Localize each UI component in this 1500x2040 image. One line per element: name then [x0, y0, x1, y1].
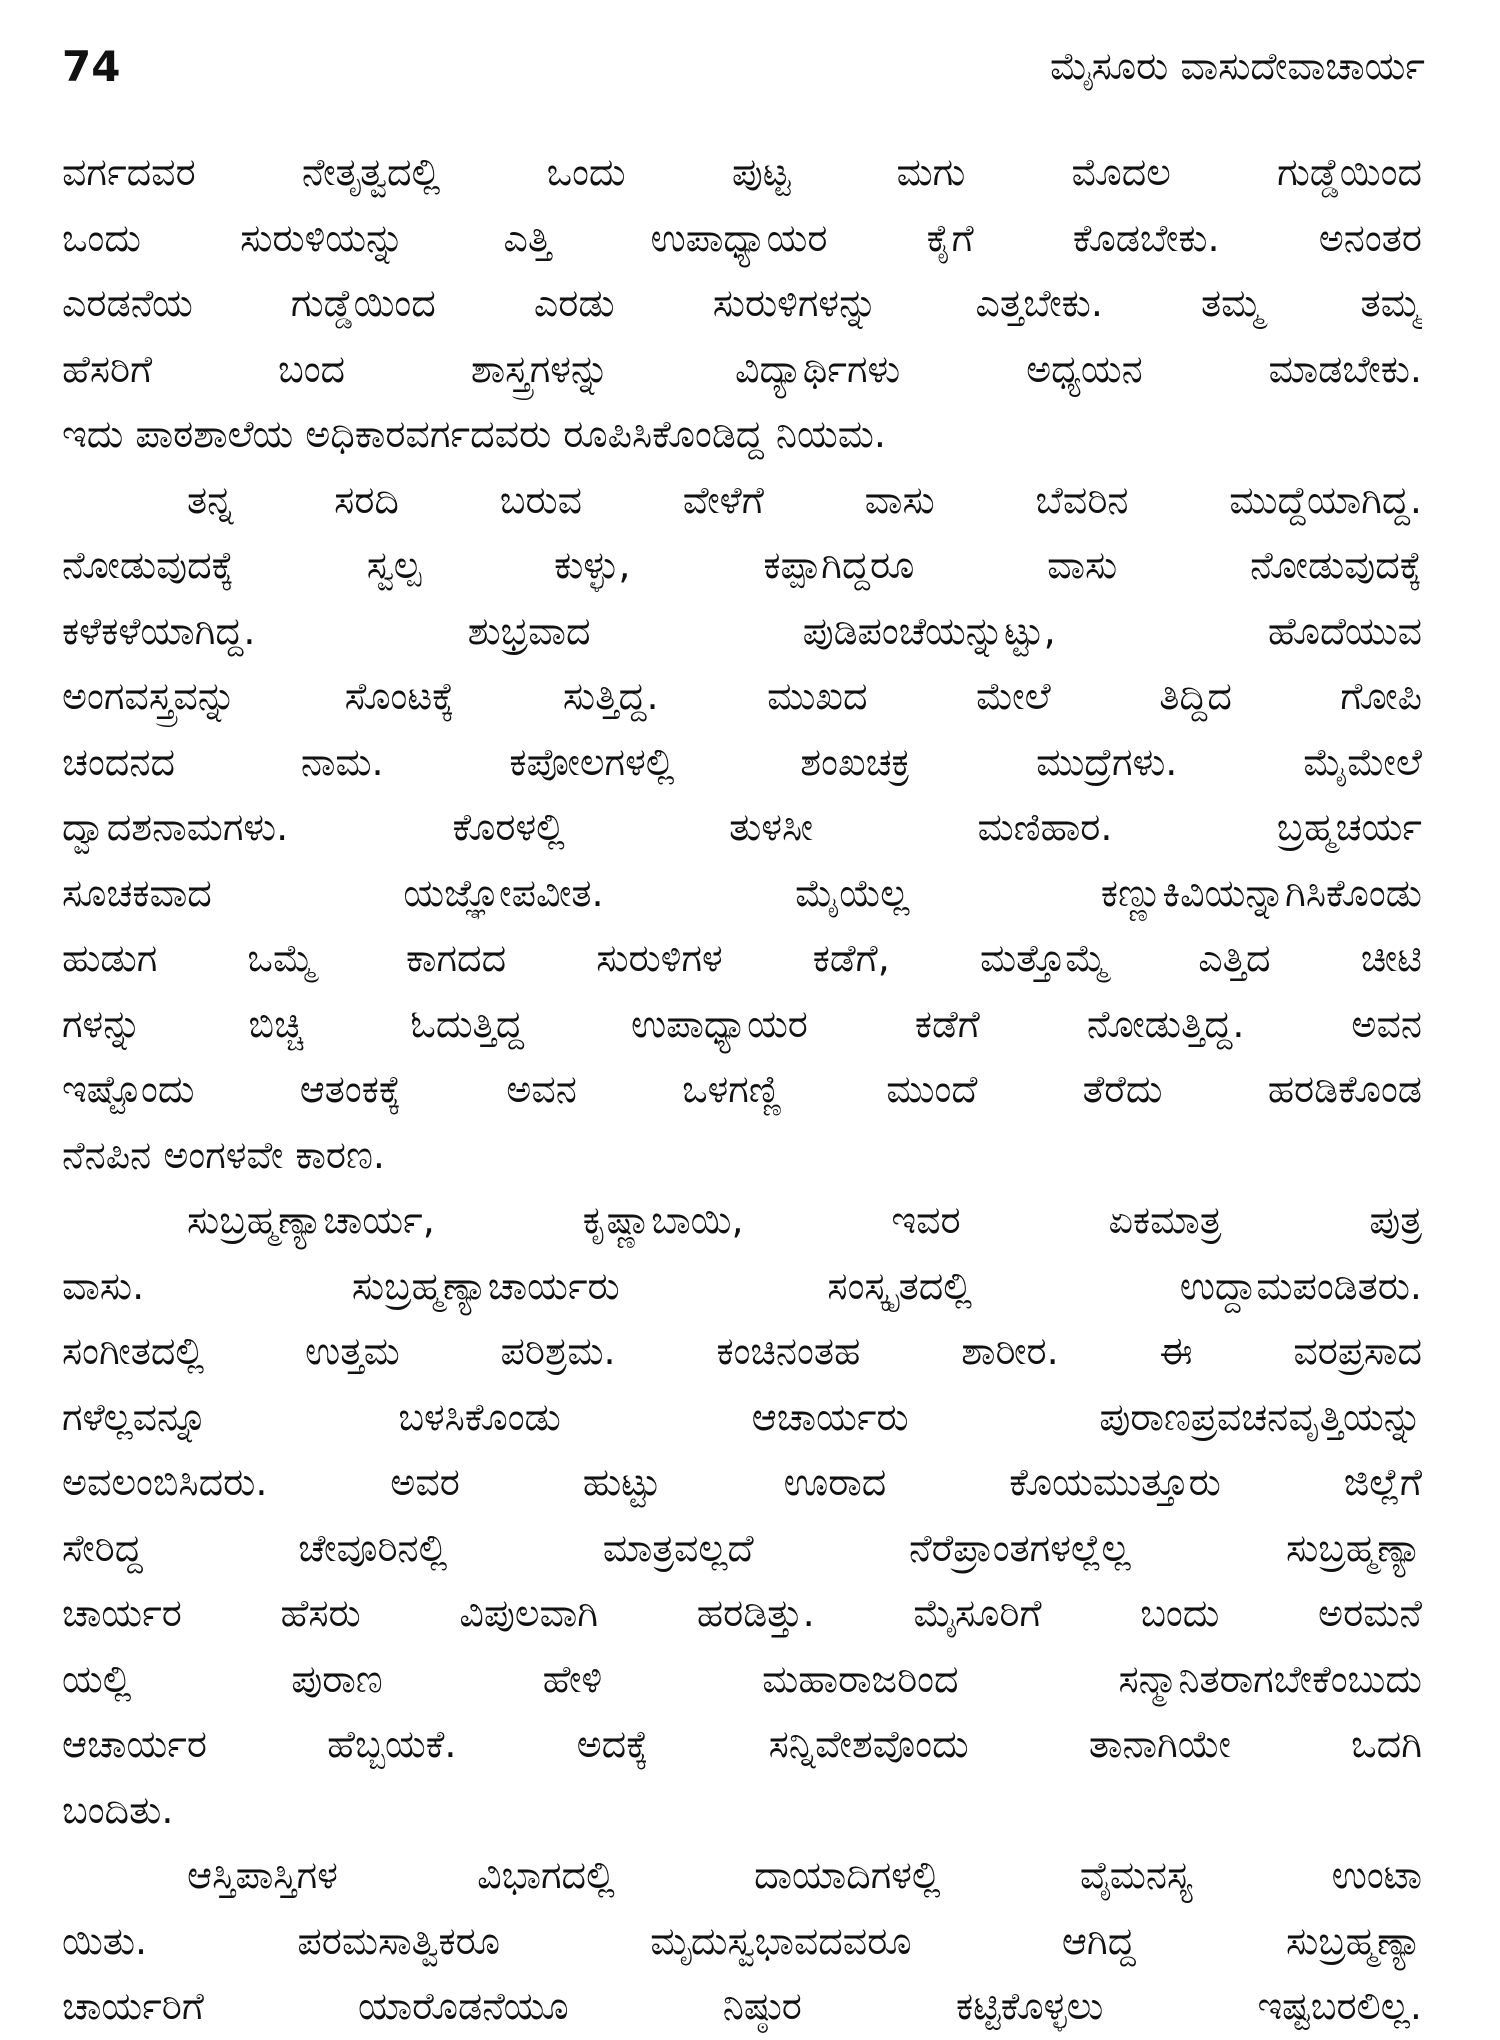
- text-line: ಅವಲಂಬಿಸಿದರು. ಅವರ ಹುಟ್ಟು ಊರಾದ ಕೊಯಮುತ್ತೂರು ಜಿಲ್ಲೆಗೆ: [62, 1460, 1422, 1504]
- text-line: ನೆನಪಿನ ಅಂಗಳವೇ ಕಾರಣ.: [62, 1132, 385, 1177]
- text-line: ವಾಸು. ಸುಬ್ರಹ್ಮಣ್ಯಾಚಾರ್ಯರು ಸಂಸ್ಕೃತದಲ್ಲಿ ಉದ್ದಾಮಪಂಡಿತರು.: [62, 1263, 1422, 1308]
- text-line: ಇದು ಪಾಠಶಾಲೆಯ ಅಧಿಕಾರವರ್ಗದವರು ರೂಪಿಸಿಕೊಂಡಿದ್ದ ನಿಯಮ.: [62, 412, 886, 456]
- text-line: ಹೆಸರಿಗೆ ಬಂದ ಶಾಸ್ತ್ರಗಳನ್ನು ವಿದ್ಯಾರ್ಥಿಗಳು ಅಧ್ಯಯನ ಮಾಡಬೇಕು.: [62, 346, 1422, 391]
- text-line: ಅಂಗವಸ್ತ್ರವನ್ನು ಸೊಂಟಕ್ಕೆ ಸುತ್ತಿದ್ದ. ಮುಖದ ಮೇಲೆ ತಿದ್ದಿದ ಗೋಪಿ: [62, 674, 1422, 718]
- page-header: [62, 36, 1425, 96]
- text-line: ಸಂಗೀತದಲ್ಲಿ ಉತ್ತಮ ಪರಿಶ್ರಮ. ಕಂಚಿನಂತಹ ಶಾರೀರ. ಈ ವರಪ್ರಸಾದ: [62, 1329, 1422, 1373]
- text-line: ಗಳನ್ನು ಬಿಚ್ಚಿ ಓದುತ್ತಿದ್ದ ಉಪಾಧ್ಯಾಯರ ಕಡೆಗೆ ನೋಡುತ್ತಿದ್ದ. ಅವನ: [62, 1001, 1422, 1046]
- page-number: 74: [62, 41, 121, 91]
- text-line: ಆಚಾರ್ಯರ ಹೆಬ್ಬಯಕೆ. ಅದಕ್ಕೆ ಸನ್ನಿವೇಶವೊಂದು ತಾನಾಗಿಯೇ ಒದಗಿ: [62, 1722, 1422, 1766]
- text-line: ಕಳೆಕಳೆಯಾಗಿದ್ದ. ಶುಭ್ರವಾದ ಪುಡಿಪಂಚೆಯನ್ನುಟ್ಟು, ಹೊದೆಯುವ: [62, 608, 1422, 653]
- text-line: ಇಷ್ಟೊಂದು ಆತಂಕಕ್ಕೆ ಅವನ ಒಳಗಣ್ಣಿ ಮುಂದೆ ತೆರೆದು ಹರಡಿಕೊಂಡ: [62, 1067, 1422, 1111]
- text-line: ಯಲ್ಲಿ ಪುರಾಣ ಹೇಳಿ ಮಹಾರಾಜರಿಂದ ಸನ್ಮಾನಿತರಾಗಬೇಕೆಂಬುದು: [62, 1656, 1422, 1701]
- text-line: ಸೂಚಕವಾದ ಯಜ್ಞೋಪವೀತ. ಮೈಯೆಲ್ಲ ಕಣ್ಣುಕಿವಿಯನ್ನಾಗಿಸಿಕೊಂಡು: [62, 870, 1422, 915]
- text-line: ಯಿತು. ಪರಮಸಾತ್ವಿಕರೂ ಮೃದುಸ್ವಭಾವದವರೂ ಆಗಿದ್ದ ಸುಬ್ರಹ್ಮಣ್ಯಾ: [62, 1918, 1422, 1963]
- text-line: ಹುಡುಗ ಒಮ್ಮೆ ಕಾಗದದ ಸುರುಳಿಗಳ ಕಡೆಗೆ, ಮತ್ತೊಮ್ಮೆ ಎತ್ತಿದ ಚೀಟಿ: [62, 936, 1422, 980]
- text-line: ಗಳೆಲ್ಲವನ್ನೂ ಬಳಸಿಕೊಂಡು ಆಚಾರ್ಯರು ಪುರಾಣಪ್ರವಚನವೃತ್ತಿಯನ್ನು: [62, 1394, 1422, 1439]
- paragraph-first-line: ತನ್ನ ಸರದಿ ಬರುವ ವೇಳೆಗೆ ವಾಸು ಬೆವರಿನ ಮುದ್ದೆಯಾಗಿದ್ದ.: [187, 477, 1422, 522]
- text-line: ಚಾರ್ಯರ ಹೆಸರು ವಿಪುಲವಾಗಿ ಹರಡಿತ್ತು. ಮೈಸೂರಿಗೆ ಬಂದು ಅರಮನೆ: [62, 1591, 1422, 1635]
- text-line: ಎರಡನೆಯ ಗುಡ್ಡೆಯಿಂದ ಎರಡು ಸುರುಳಿಗಳನ್ನು ಎತ್ತಬೇಕು. ತಮ್ಮ ತಮ್ಮ: [62, 281, 1422, 325]
- paragraph-first-line: ಸುಬ್ರಹ್ಮಣ್ಯಾಚಾರ್ಯ, ಕೃಷ್ಣಾಬಾಯಿ, ಇವರ ಏಕಮಾತ್ರ ಪುತ್ರ: [187, 1198, 1422, 1242]
- text-line: ಸೇರಿದ್ದ ಚೇವೂರಿನಲ್ಲಿ ಮಾತ್ರವಲ್ಲದೆ ನೆರೆಪ್ರಾಂತಗಳಲ್ಲೆಲ್ಲ ಸುಬ್ರಹ್ಮಣ್ಯಾ: [62, 1525, 1422, 1570]
- text-line: ವರ್ಗದವರ ನೇತೃತ್ವದಲ್ಲಿ ಒಂದು ಪುಟ್ಟ ಮಗು ಮೊದಲ ಗುಡ್ಡೆಯಿಂದ: [62, 150, 1422, 194]
- text-line: ಚಂದನದ ನಾಮ. ಕಪೋಲಗಳಲ್ಲಿ ಶಂಖಚಕ್ರ ಮುದ್ರೆಗಳು. ಮೈಮೇಲೆ: [62, 739, 1422, 784]
- running-head: ಮೈಸೂರು ವಾಸುದೇವಾಚಾರ್ಯ: [1050, 43, 1425, 88]
- text-line: ದ್ವಾದಶನಾಮಗಳು. ಕೊರಳಲ್ಲಿ ತುಳಸೀ ಮಣಿಹಾರ. ಬ್ರಹ್ಮಚರ್ಯ: [62, 805, 1422, 849]
- text-line: ಬಂದಿತು.: [62, 1787, 174, 1832]
- text-line: ನೋಡುವುದಕ್ಕೆ ಸ್ವಲ್ಪ ಕುಳ್ಳು, ಕಪ್ಪಾಗಿದ್ದರೂ ವಾಸು ನೋಡುವುದಕ್ಕೆ: [62, 543, 1422, 587]
- paragraph-first-line: ಆಸ್ತಿಪಾಸ್ತಿಗಳ ವಿಭಾಗದಲ್ಲಿ ದಾಯಾದಿಗಳಲ್ಲಿ ವೈಮನಸ್ಯ ಉಂಟಾ: [187, 1853, 1422, 1897]
- body-text: [62, 140, 1422, 2040]
- text-line: ಒಂದು ಸುರುಳಿಯನ್ನು ಎತ್ತಿ ಉಪಾಧ್ಯಾಯರ ಕೈಗೆ ಕೊಡಬೇಕು. ಅನಂತರ: [62, 215, 1422, 260]
- text-line: ಚಾರ್ಯರಿಗೆ ಯಾರೊಡನೆಯೂ ನಿಷ್ಠುರ ಕಟ್ಟಿಕೊಳ್ಳಲು ಇಷ್ಟಬರಲಿಲ್ಲ.: [62, 1984, 1422, 2028]
